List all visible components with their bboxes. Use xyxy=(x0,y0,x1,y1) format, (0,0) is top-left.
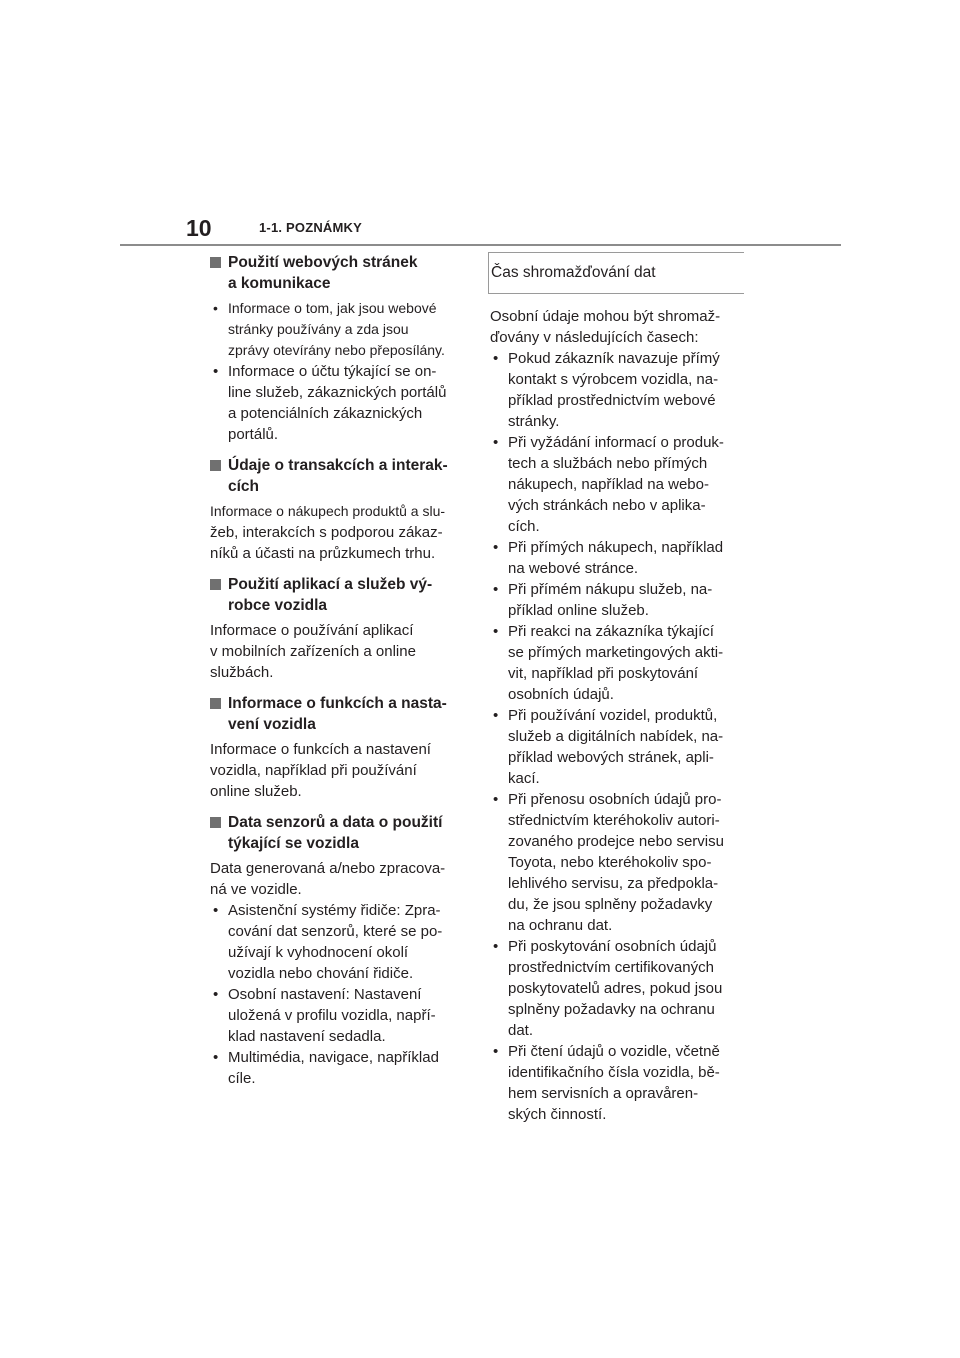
section-heading: Informace o funkcích a nasta- vení vozidla xyxy=(210,693,466,735)
section-apps-services xyxy=(210,574,466,683)
page-number: 10 xyxy=(186,215,212,241)
list-item: • Při přímém nákupu služeb, na- příklad online služeb. xyxy=(490,579,746,621)
list-item: • Osobní nastavení: Nastavení uložená v profilu vozidla, napří- klad nastavení sedadla. xyxy=(210,984,466,1047)
bullet-list xyxy=(210,900,466,1089)
right-column xyxy=(490,252,746,1135)
section-heading: Použití aplikací a služeb vý- robce vozidla xyxy=(210,574,466,616)
bullet-list xyxy=(210,298,466,445)
section-heading: Údaje o transakcích a interak- cích xyxy=(210,455,466,497)
paragraph: Informace o používání aplikací v mobilních zařízeních a online službách. xyxy=(210,622,416,681)
list-item: • Pokud zákazník navazuje přímý kontakt s výrobcem vozidla, na- příklad prostřednictvím webové stránky. xyxy=(490,348,746,432)
list-item: • Při vyžádání informací o produk- tech a službách nebo přímých nákupech, například na webo- vých stránkách nebo v aplika- cích. xyxy=(490,432,746,537)
square-bullet-icon xyxy=(210,257,221,268)
heading-line: a komunikace xyxy=(228,275,331,292)
header-divider xyxy=(120,244,841,246)
intro-paragraph: Osobní údaje mohou být shromaž- ďovány v následujících časech: xyxy=(490,308,721,346)
square-bullet-icon xyxy=(210,579,221,590)
heading-line: Použití webových stránek xyxy=(228,254,418,271)
list-item: • Informace o účtu týkající se on- line služeb, zákaznických portálů a potenciálních zákaznických portálů. xyxy=(210,361,466,445)
square-bullet-icon xyxy=(210,698,221,709)
section-web-usage xyxy=(210,252,466,445)
list-item: • Asistenční systémy řidiče: Zpra- cování dat senzorů, které se po- užívají k vyhodnocení okolí vozidla nebo chování řidiče. xyxy=(210,900,466,984)
square-bullet-icon xyxy=(210,817,221,828)
section-vehicle-functions xyxy=(210,693,466,802)
list-item: • Při přímých nákupech, například na webové stránce. xyxy=(490,537,746,579)
list-item: • Informace o tom, jak jsou webové stránky používány a zda jsou zprávy otevírány nebo přeposílány. xyxy=(210,298,466,361)
chapter-title: 1-1. POZNÁMKY xyxy=(259,220,363,235)
bullet-list xyxy=(490,348,746,1125)
section-transactions xyxy=(210,455,466,564)
paragraph: Data generovaná a/nebo zpracova- ná ve vozidle. xyxy=(210,860,446,898)
list-item: • Při čtení údajů o vozidle, včetně identifikačního čísla vozidla, bě- hem servisních a opravåren- ských činností. xyxy=(490,1041,746,1125)
list-item: • Při poskytování osobních údajů prostřednictvím certifikovaných poskytovatelů adres, pokud jsou splněny požadavky na ochranu dat. xyxy=(490,936,746,1041)
list-item: • Při reakci na zákazníka týkající se přímých marketingových akti- vit, například při poskytování osobních údajů. xyxy=(490,621,746,705)
section-heading: Data senzorů a data o použití týkající se vozidla xyxy=(210,812,466,854)
left-column xyxy=(210,252,466,1099)
list-item: • Multimédia, navigace, například cíle. xyxy=(210,1047,466,1089)
section-sensor-data xyxy=(210,812,466,1089)
list-item: • Při přenosu osobních údajů pro- střednictvím kteréhokoliv autori- zovaného prodejce nebo servisu Toyota, nebo kteréhokoliv spo- lehlivého servisu, za předpokla- du, že jsou splněny požadavky na ochranu dat. xyxy=(490,789,746,936)
list-item: • Při používání vozidel, produktů, služeb a digitálních nabídek, na- příklad webových stránek, apli- kací. xyxy=(490,705,746,789)
box-title: Čas shromažďování dat xyxy=(488,252,744,294)
paragraph: Informace o funkcích a nastavení vozidla, například při používání online služeb. xyxy=(210,741,431,800)
section-heading xyxy=(210,252,466,294)
paragraph: Informace o nákupech produktů a slu- žeb, interakcích s podporou zákaz- níků a účasti na průzkumech trhu. xyxy=(210,503,446,562)
square-bullet-icon xyxy=(210,460,221,471)
